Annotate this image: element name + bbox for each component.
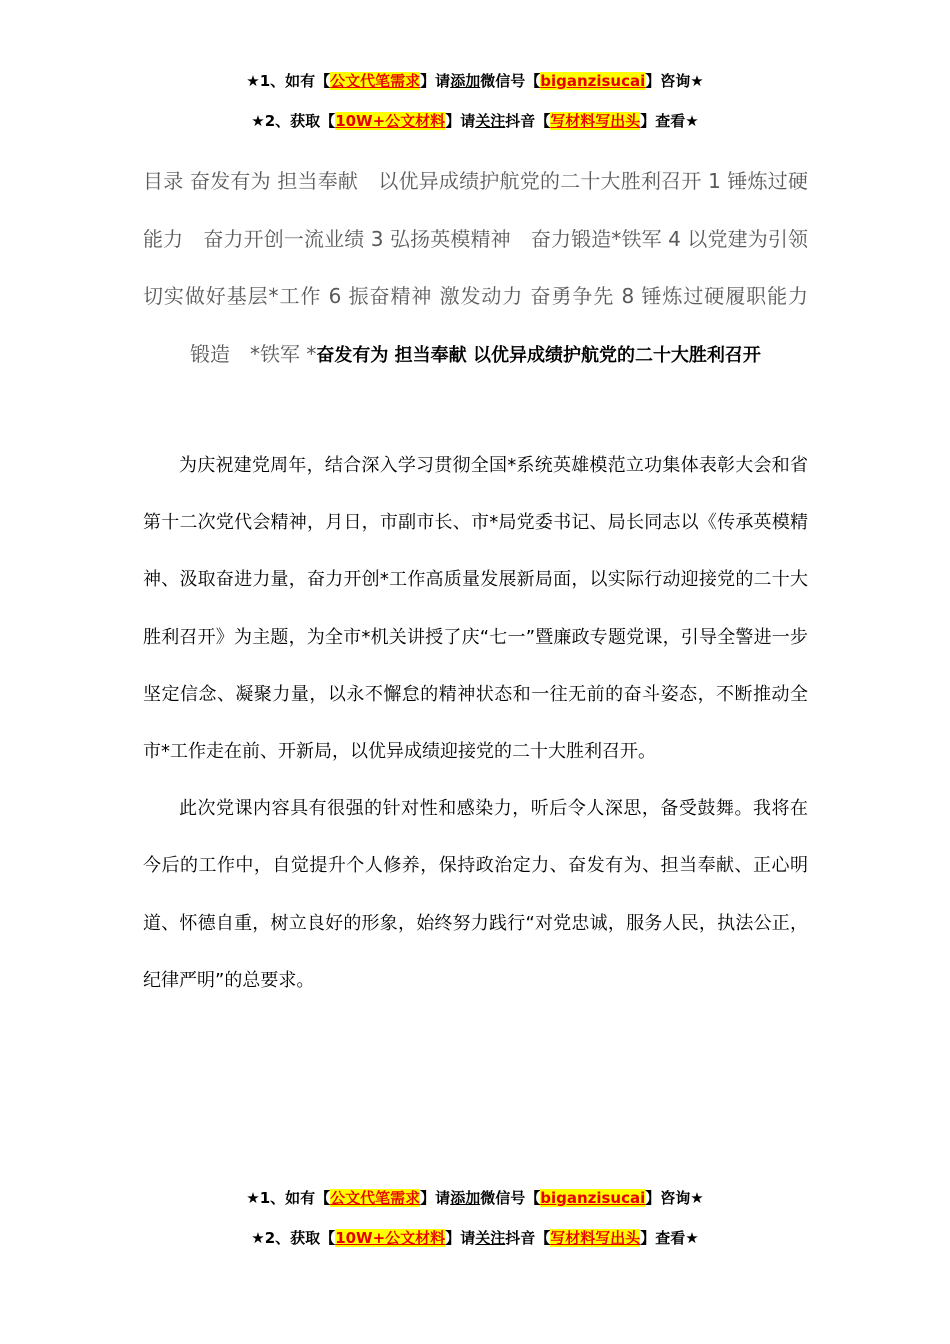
promo-highlight: 10W+公文材料 [335, 1229, 446, 1247]
table-of-contents [143, 153, 828, 384]
promo-highlight: 公文代笔需求 [330, 72, 421, 90]
document-body [143, 437, 808, 1009]
promo-douyin-id: 写材料写出头 [550, 112, 641, 130]
promo-line-1-bottom [0, 1187, 950, 1209]
promo-text: 】查看★ [640, 112, 699, 130]
promo-text: ★2、获取【 [251, 112, 336, 130]
promo-line-1-top [0, 70, 950, 92]
promo-text: ★1、如有【 [246, 72, 331, 90]
promo-highlight: 公文代笔需求 [330, 1189, 421, 1207]
promo-line-2-top [0, 110, 950, 132]
promo-text: 】咨询★ [645, 1189, 704, 1207]
promo-text: 】请 [445, 1229, 476, 1247]
promo-underline: 添加 [450, 1189, 481, 1207]
document-title: 奋发有为 担当奉献 以优异成绩护航党的二十大胜利召开 [316, 344, 761, 366]
promo-line-2-bottom [0, 1227, 950, 1249]
promo-text: 】请 [420, 72, 451, 90]
promo-text: 】查看★ [640, 1229, 699, 1247]
toc-entries: 目录 奋发有为 担当奉献 以优异成绩护航党的二十大胜利召开 1 锤炼过硬能力 奋力开创一流业绩 3 弘扬英模精神 奋力锻造*铁军 4 以党建为引领 切实做好基层*工作 6 振奋精神 激发动力 奋勇争先 8 锤炼过硬履职能力 锻造 *铁军 * [143, 169, 828, 366]
promo-text: 】请 [445, 112, 476, 130]
body-paragraph-1: 为庆祝建党周年，结合深入学习贯彻全国*系统英雄模范立功集体表彰大会和省第十二次党代会精神，月日，市副市长、市*局党委书记、局长同志以《传承英模精神、汲取奋进力量，奋力开创*工作高质量发展新局面，以实际行动迎接党的二十大胜利召开》为主题，为全市*机关讲授了庆“七一”暨廉政专题党课，引导全警进一步坚定信念、凝聚力量，以永不懈怠的精神状态和一往无前的奋斗姿态，不断推动全市*工作走在前、开新局，以优异成绩迎接党的二十大胜利召开。 [143, 455, 808, 763]
body-paragraph-2: 此次党课内容具有很强的针对性和感染力，听后令人深思，备受鼓舞。我将在今后的工作中，自觉提升个人修养，保持政治定力、奋发有为、担当奉献、正心明道、怀德自重，树立良好的形象，始终努力践行“对党忠诚，服务人民，执法公正，纪律严明”的总要求。 [143, 798, 808, 991]
promo-highlight: 10W+公文材料 [335, 112, 446, 130]
promo-text: ★1、如有【 [246, 1189, 331, 1207]
promo-text: 抖音【 [505, 112, 551, 130]
promo-text: 微信号【 [480, 1189, 541, 1207]
promo-text: 】咨询★ [645, 72, 704, 90]
promo-text: 抖音【 [505, 1229, 551, 1247]
promo-underline: 添加 [450, 72, 481, 90]
promo-underline: 关注 [475, 1229, 506, 1247]
promo-douyin-id: 写材料写出头 [550, 1229, 641, 1247]
promo-text: 】请 [420, 1189, 451, 1207]
promo-underline: 关注 [475, 112, 506, 130]
promo-wechat-id: biganzisucai [540, 1189, 646, 1207]
promo-text: 微信号【 [480, 72, 541, 90]
promo-wechat-id: biganzisucai [540, 72, 646, 90]
promo-text: ★2、获取【 [251, 1229, 336, 1247]
